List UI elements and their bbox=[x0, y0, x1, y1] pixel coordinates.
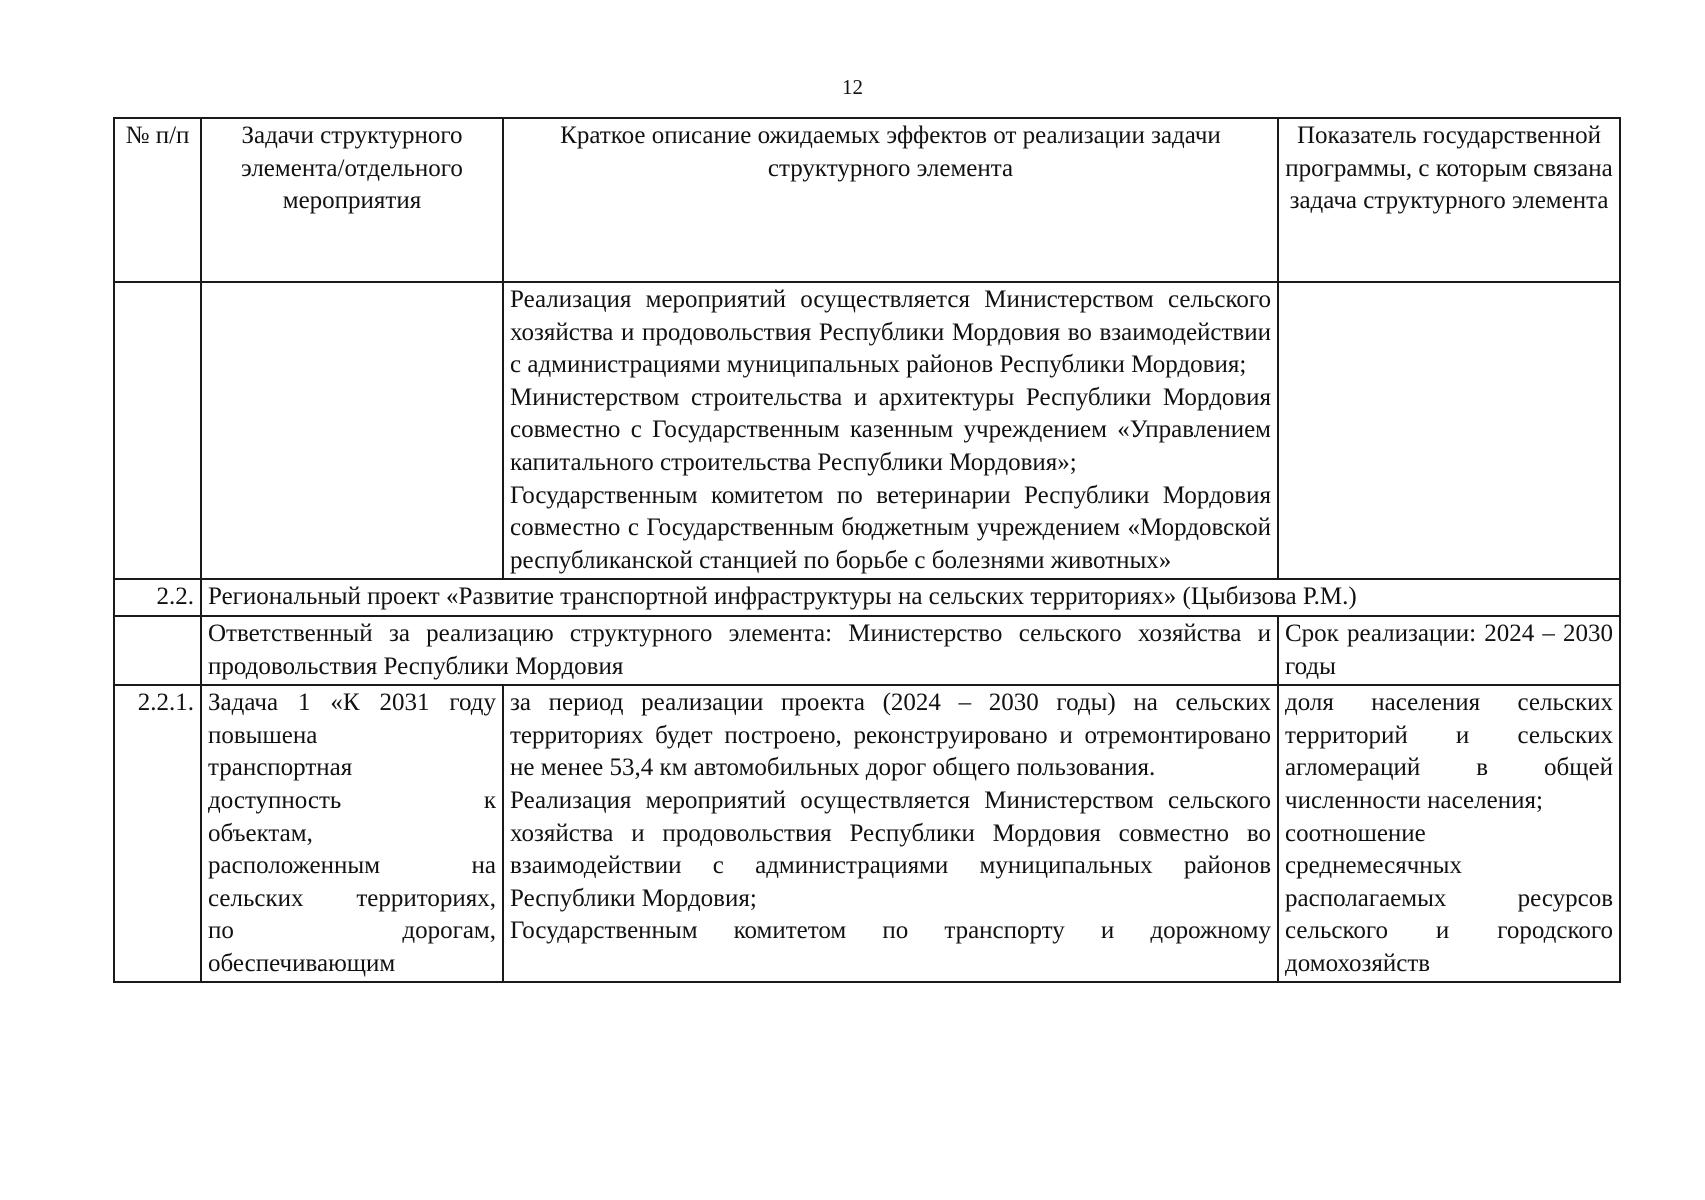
effects-paragraph: за период реализации проекта (2024 – 2030 годы) на сельских территориях будет построено, реконструировано и отремонтировано не менее 53,4 км автомобильных дорог общего пользования. bbox=[510, 689, 1271, 782]
task-number: 2.2.1. bbox=[114, 685, 201, 982]
task-line: объектам, bbox=[208, 819, 313, 847]
effects-paragraph: Реализация мероприятий осуществляется Министерством сельского хозяйства и продовольствия Республики Мордовия во взаимодействии с администрациями муниципальных районов Республики Мордовия; bbox=[510, 286, 1271, 379]
project-number: 2.2. bbox=[114, 579, 201, 616]
task-text-cell bbox=[201, 685, 503, 982]
task-line: повышена bbox=[208, 721, 318, 749]
task-row bbox=[114, 685, 1620, 982]
indicator-line: агломераций в общей bbox=[1285, 754, 1613, 782]
project-row bbox=[114, 579, 1620, 616]
indicator-line: территорий и сельских bbox=[1285, 721, 1613, 749]
effects-paragraph: Государственным комитетом по транспорту и дорожному bbox=[510, 917, 1271, 945]
header-number: № п/п bbox=[114, 118, 201, 282]
task-line: обеспечивающим bbox=[208, 949, 396, 977]
responsible-text: Ответственный за реализацию структурного элемента: Министерство сельского хозяйства и продовольствия Республики Мордовия bbox=[201, 616, 1278, 685]
indicator-line: домохозяйств bbox=[1285, 949, 1431, 977]
task-line: доступность к bbox=[208, 786, 496, 814]
effects-paragraph: Министерством строительства и архитектуры Республики Мордовия совместно с Государственным казенным учреждением «Управлением капитального строительства Республики Мордовия»; bbox=[510, 383, 1271, 476]
project-title: Региональный проект «Развитие транспортной инфраструктуры на сельских территориях» (Цыбизова Р.М.) bbox=[201, 579, 1620, 616]
indicator-line: соотношение bbox=[1285, 819, 1426, 847]
responsible-row bbox=[114, 616, 1620, 685]
page-number: 12 bbox=[842, 75, 863, 99]
effects-paragraph: Государственным комитетом по ветеринарии Республики Мордовия совместно с Государственным бюджетным учреждением «Мордовской республиканской станцией по борьбе с болезнями животных» bbox=[510, 481, 1271, 574]
continuation-indicator-cell bbox=[1278, 282, 1620, 579]
indicator-line: сельского и городского bbox=[1285, 917, 1613, 945]
task-line: расположенным на bbox=[208, 852, 496, 880]
indicator-line: располагаемых ресурсов bbox=[1285, 884, 1613, 912]
task-line: по дорогам, bbox=[208, 917, 496, 945]
program-table bbox=[113, 117, 1621, 983]
responsible-number-cell bbox=[114, 616, 201, 685]
indicator-line: численности населения; bbox=[1285, 786, 1543, 814]
header-tasks: Задачи структурного элемента/отдельного мероприятия bbox=[201, 118, 503, 282]
continuation-number-cell bbox=[114, 282, 201, 579]
indicator-line: доля населения сельских bbox=[1285, 689, 1613, 717]
implementation-term: Срок реализации: 2024 – 2030 годы bbox=[1278, 616, 1620, 685]
header-indicator: Показатель государственной программы, с которым связана задача структурного элемента bbox=[1278, 118, 1620, 282]
continuation-row bbox=[114, 282, 1620, 579]
effects-paragraph: Реализация мероприятий осуществляется Министерством сельского хозяйства и продовольствия Республики Мордовия совместно во взаимодействии с администрациями муниципальных районов Республики Мордовия; bbox=[510, 786, 1271, 912]
indicator-line: среднемесячных bbox=[1285, 852, 1462, 880]
header-effects: Краткое описание ожидаемых эффектов от реализации задачи структурного элемента bbox=[503, 118, 1278, 282]
task-indicator-cell bbox=[1278, 685, 1620, 982]
task-line: Задача 1 «К 2031 году bbox=[208, 689, 496, 717]
task-line: сельских территориях, bbox=[208, 884, 496, 912]
task-effects-cell bbox=[503, 685, 1278, 982]
continuation-task-cell bbox=[201, 282, 503, 579]
task-line: транспортная bbox=[208, 754, 353, 782]
continuation-effects-cell bbox=[503, 282, 1278, 579]
table-header-row bbox=[114, 118, 1620, 282]
